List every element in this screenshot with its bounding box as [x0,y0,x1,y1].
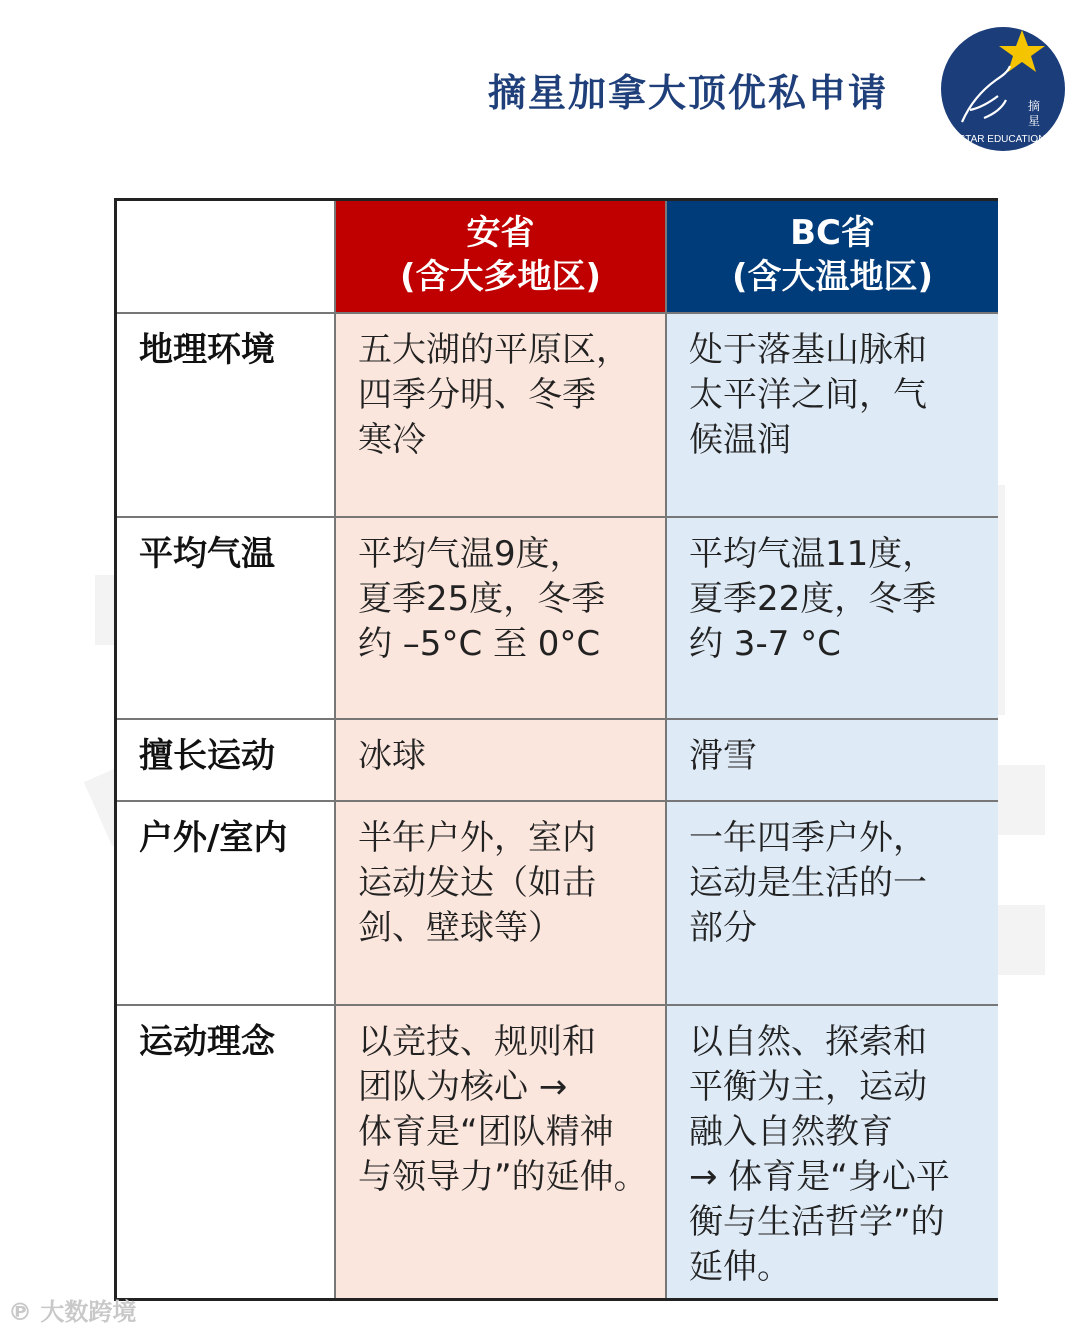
column-header-bc-line1: BC省 [790,213,875,253]
table-cell-ontario-sports: 冰球 [336,720,667,802]
row-label-geography: 地理环境 [117,314,336,518]
table-cell-ontario-outdoor-indoor: 半年户外，室内 运动发达（如击 剑、壁球等） [336,802,667,1006]
table-cell-ontario-philosophy: 以竞技、规则和 团队为核心 → 体育是“团队精神 与领导力”的延伸。 [336,1006,667,1298]
column-header-bc [667,201,998,314]
table-cell-bc-philosophy: 以自然、探索和 平衡为主，运动 融入自然教育 → 体育是“身心平 衡与生活哲学”的 延伸。 [667,1006,998,1298]
logo-cn-text: 摘星 [1027,99,1041,128]
footer-watermark-icon: ℗ [8,1298,41,1326]
column-header-ontario-line2: (含大多地区) [399,257,602,297]
row-label-outdoor-indoor: 户外/室内 [117,802,336,1006]
row-label-sports: 擅长运动 [117,720,336,802]
column-header-ontario [336,201,667,314]
row-label-philosophy: 运动理念 [117,1006,336,1298]
column-header-bc-line2: (含大温地区) [731,257,934,297]
table-cell-bc-geography: 处于落基山脉和 太平洋之间，气 候温润 [667,314,998,518]
table-cell-ontario-temperature: 平均气温9度， 夏季25度，冬季 约 –5°C 至 0°C [336,518,667,720]
comparison-table [114,198,998,1301]
star-education-logo [940,26,1066,152]
logo-en-text: STAR EDUCATION [958,134,1046,145]
table-corner [117,201,336,314]
table-cell-bc-temperature: 平均气温11度， 夏季22度，冬季 约 3-7 °C [667,518,998,720]
table-cell-ontario-geography: 五大湖的平原区， 四季分明、冬季 寒冷 [336,314,667,518]
table-cell-bc-sports: 滑雪 [667,720,998,802]
row-label-temperature: 平均气温 [117,518,336,720]
page-title: 摘星加拿大顶优私申请 [488,71,889,115]
column-header-ontario-line1: 安省 [466,213,535,253]
footer-watermark-text: 大数跨境 [40,1298,137,1326]
table-cell-bc-outdoor-indoor: 一年四季户外， 运动是生活的一 部分 [667,802,998,1006]
footer-watermark [8,1292,136,1327]
